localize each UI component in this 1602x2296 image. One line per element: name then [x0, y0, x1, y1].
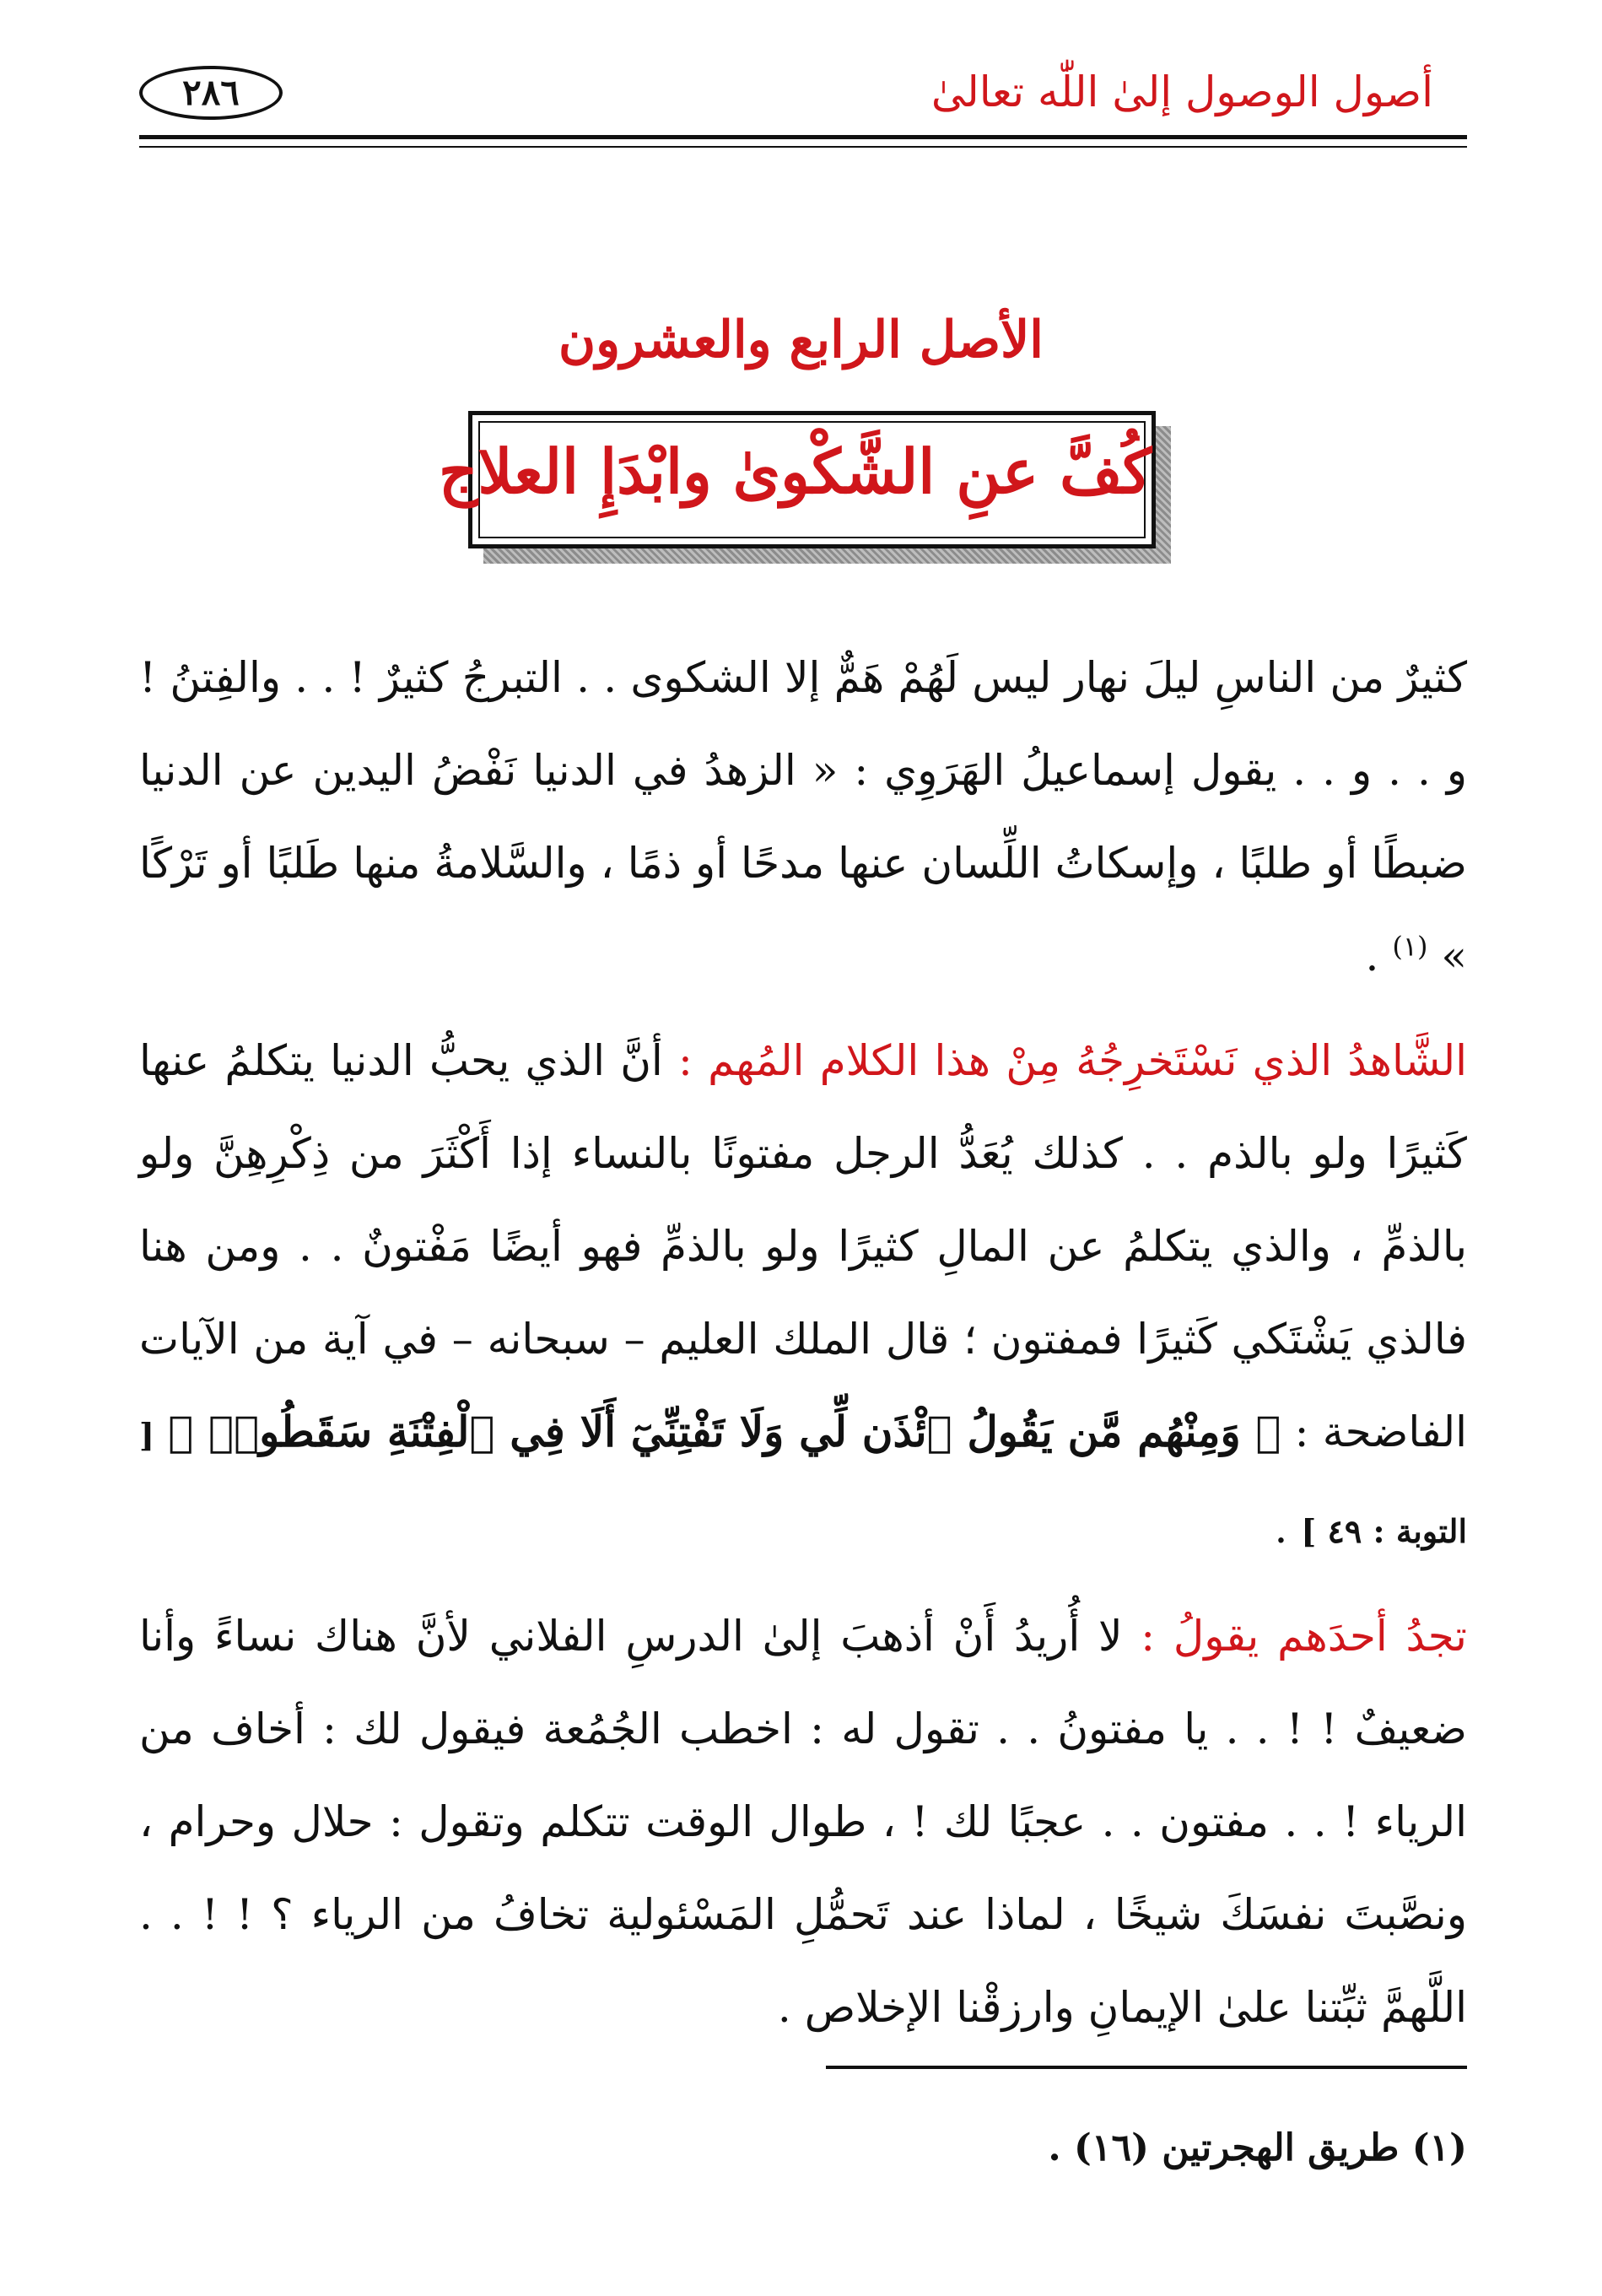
title-box — [438, 411, 1156, 548]
footnote: (١) طريق الهجرتين (١٦) . — [1048, 2126, 1467, 2169]
paragraph-2-lead: الشَّاهدُ الذي نَسْتَخرِجُهُ مِنْ هذا الكلام المُهم : — [678, 1036, 1467, 1085]
running-title: أصول الوصول إلىٰ اللّٰه تعالىٰ — [930, 68, 1433, 116]
paragraph-3-text: لا أُريدُ أَنْ أذهبَ إلىٰ الدرسِ الفلاني لأنَّ هناك نساءً وأنا ضعيفٌ ! ! . . يا مفتونُ . . تقول له : اخطب الجُمُعة فيقول لك : أخاف من الرياء ! . . مفتون . . عجبًا لك ! ، طوال الوقت تتكلم وتقول : حلال وحرام ، ونصَّبتَ نفسَكَ شيخًا ، لماذا عند تَحمُّلِ المَسْئولية تخافُ من الرياء ؟ ! ! . . اللَّهمَّ ثبِّتنا علىٰ الإيمانِ وارزقْنا الإخلاص . — [139, 1612, 1467, 2032]
paragraph-1-end: . — [1365, 932, 1379, 981]
header-rule-thin — [139, 146, 1467, 148]
paragraph-1 — [139, 631, 1467, 1002]
running-header — [139, 51, 1467, 135]
verse-reference: [ التوبة : ٤٩ ] — [139, 1416, 1467, 1550]
header-rule-thick — [139, 135, 1467, 139]
paragraph-3 — [139, 1590, 1467, 2054]
footnote-rule — [826, 2066, 1467, 2069]
paragraph-1-text: كثيرٌ من الناسِ ليلَ نهار ليس لَهُمْ هَمٌّ إلا الشكوى . . التبرجُ كثيرٌ ! . . والفِتنُ ! و . . و . . يقول إسماعيلُ الهَرَوِي : « الزهدُ في الدنيا نَفْضُ اليدين عن الدنيا ضبطًا أو طلبًا ، وإسكاتُ اللِّسان عنها مدحًا أو ذمًا ، والسَّلامةُ منها طَلبًا أو تَرْكًا » — [139, 653, 1468, 981]
section-title: كُفَّ عنِ الشَّكْوىٰ وابْدَإِ العلاج — [438, 435, 1152, 507]
paragraph-2 — [139, 1014, 1467, 1578]
quran-verse: ﴿ وَمِنْهُم مَّن يَقُولُ ٱئْذَن لِّي وَلَا تَفْتِنِّيٓ أَلَا فِي ٱلْفِتْنَةِ سَقَطُوا۟ ﴾ — [168, 1407, 1281, 1456]
footnote-mark: (١) — [1392, 930, 1428, 963]
section-label: الأصل الرابع والعشرون — [558, 311, 1044, 370]
page-number: ٢٨٦ — [139, 66, 283, 120]
paragraph-3-lead: تجدُ أحدَهم يقولُ : — [1141, 1612, 1467, 1661]
paragraph-2-text: أنَّ الذي يحبُّ الدنيا يتكلمُ عنها كَثيرًا ولو بالذم . . كذلك يُعَدُّ الرجل مفتونًا بالنساء إذا أَكْثَرَ من ذِكْرِهِنَّ ولو بالذمِّ ، والذي يتكلمُ عن المالِ كثيرًا ولو بالذمِّ فهو أيضًا مَفْتونٌ . . ومن هنا فالذي يَشْتَكي كَثيرًا فمفتون ؛ قال الملك العليم – سبحانه – في آية من الآيات الفاضحة : — [139, 1036, 1467, 1456]
body-text — [139, 631, 1467, 2066]
paragraph-2-end: . — [1274, 1504, 1288, 1553]
